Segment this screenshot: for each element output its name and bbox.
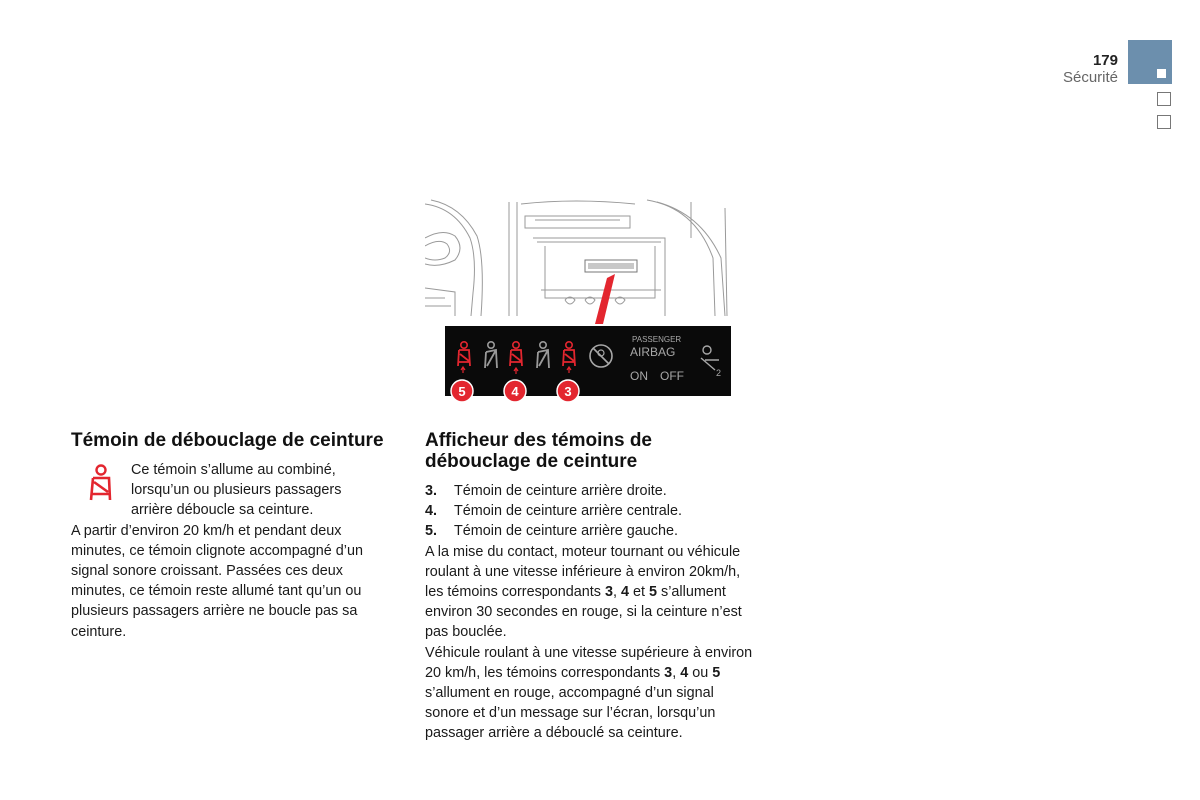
svg-text:5: 5 bbox=[458, 384, 466, 399]
left-section-title: Témoin de débouclage de ceinture bbox=[71, 430, 384, 451]
list-item-number: 3. bbox=[425, 483, 438, 499]
svg-text:2: 2 bbox=[716, 368, 722, 378]
list-item-text: Témoin de ceinture arrière gauche. bbox=[454, 523, 678, 540]
svg-text:4: 4 bbox=[511, 384, 519, 399]
dashboard-illustration bbox=[425, 198, 731, 405]
warning-panel bbox=[445, 326, 731, 396]
chapter-tab-empty-2 bbox=[1157, 115, 1171, 129]
list-item bbox=[425, 501, 755, 521]
panel-on-label: ON bbox=[630, 369, 648, 383]
left-section bbox=[71, 430, 391, 642]
panel-passenger-label: PASSENGER bbox=[632, 335, 682, 344]
intro-block bbox=[71, 460, 391, 521]
list-item-number: 5. bbox=[425, 523, 438, 540]
panel-off-label: OFF bbox=[660, 369, 684, 383]
list-item-text: Témoin de ceinture arrière centrale. bbox=[454, 503, 682, 520]
list-item-number: 4. bbox=[425, 503, 438, 520]
list-item-text: Témoin de ceinture arrière droite. bbox=[454, 483, 667, 499]
left-body-paragraph: A partir d’environ 20 km/h et pendant deux minutes, ce témoin clignote accompagné d’un signal sonore croissant. Passées ces deux minutes, ce témoin reste allumé tant qu’un ou plusieurs passagers arrière ne boucle pas sa ceinture. bbox=[71, 522, 363, 640]
right-section-title: Afficheur des témoins de débouclage de ceinture bbox=[425, 430, 652, 472]
list-item bbox=[425, 481, 755, 501]
section-label: Sécurité bbox=[1062, 69, 1118, 86]
callout-5 bbox=[451, 380, 473, 402]
panel-airbag-label: AIRBAG bbox=[630, 345, 676, 359]
right-section bbox=[425, 430, 755, 744]
callout-3 bbox=[557, 380, 579, 402]
intro-paragraph: Ce témoin s’allume au combiné, lorsqu’un ou plusieurs passagers arrière déboucle sa ceinture. bbox=[131, 462, 342, 519]
chapter-tab-marker bbox=[1157, 69, 1166, 78]
svg-text:3: 3 bbox=[564, 384, 572, 399]
right-paragraph-2: Véhicule roulant à une vitesse supérieure à environ 20 km/h, les témoins correspondants 3, 4 ou 5 s’allument en rouge, accompagné d’un signal sonore et d’un message sur l’écran, lorsqu’un passager arrière a débouclé sa ceinture. bbox=[425, 644, 753, 742]
chapter-tab-empty-1 bbox=[1157, 92, 1171, 106]
page-number: 179 bbox=[1092, 52, 1118, 69]
right-paragraph-1: A la mise du contact, moteur tournant ou véhicule roulant à une vitesse inférieure à environ 20km/h, les témoins correspondants 3, 4 et 5 s’allument environ 30 secondes en rouge, si la ceinture n’est pas bouclée. bbox=[425, 543, 742, 641]
seat-belt-warning-icon bbox=[71, 460, 131, 521]
callout-4 bbox=[504, 380, 526, 402]
pointer-arrow bbox=[595, 274, 615, 324]
list-item bbox=[425, 521, 755, 541]
